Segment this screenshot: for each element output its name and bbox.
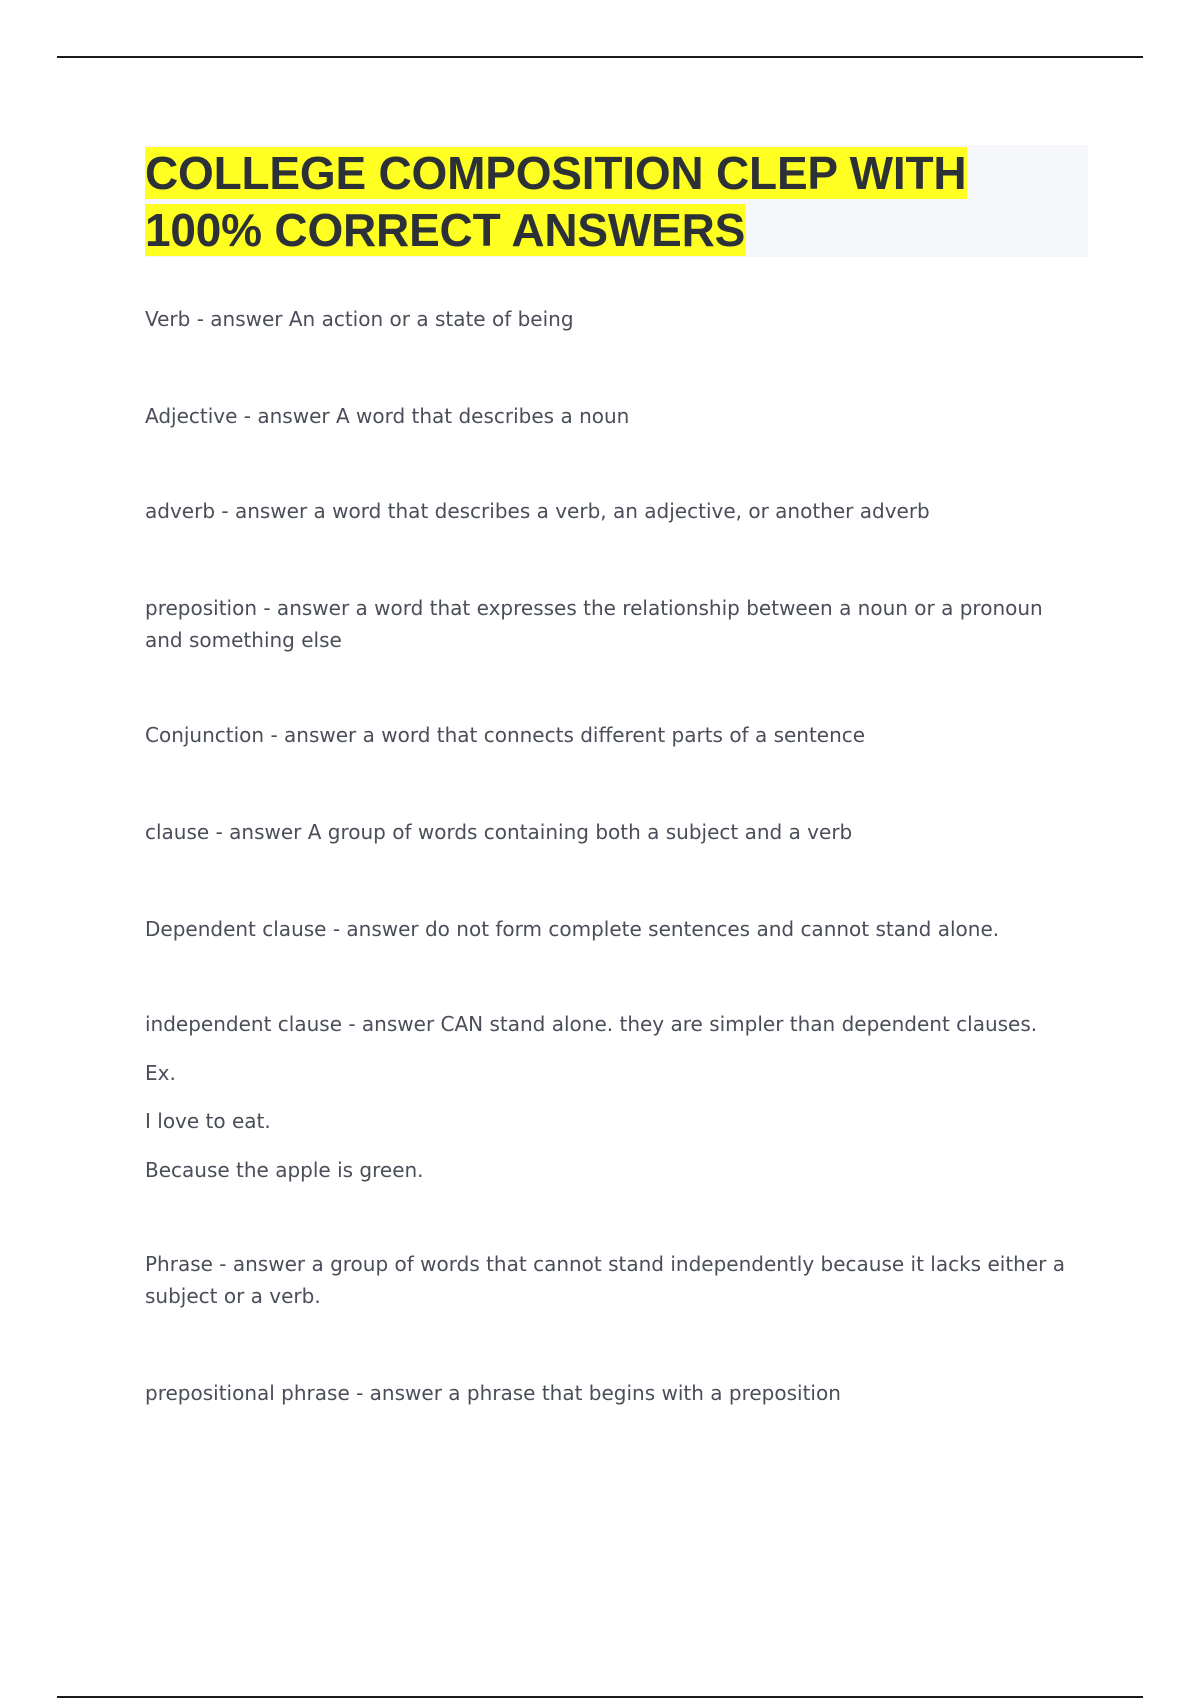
example-line: Because the apple is green. <box>145 1158 424 1182</box>
entry-adverb: adverb - answer a word that describes a verb, an adjective, or another adverb <box>145 499 930 523</box>
entry-independent-clause: independent clause - answer CAN stand alone. they are simpler than dependent clauses. <box>145 1012 1038 1036</box>
entry-prepositional-phrase: prepositional phrase - answer a phrase that begins with a preposition <box>145 1381 841 1405</box>
example-label: Ex. <box>145 1061 176 1085</box>
entry-verb: Verb - answer An action or a state of being <box>145 307 574 331</box>
entry-phrase: Phrase - answer a group of words that cannot stand independently because it lacks either a subject or a verb. <box>145 1252 1065 1308</box>
footer-rule <box>57 1696 1143 1698</box>
entry-dependent-clause: Dependent clause - answer do not form complete sentences and cannot stand alone. <box>145 917 1000 941</box>
header-rule <box>57 56 1143 58</box>
entry-preposition: preposition - answer a word that expresses the relationship between a noun or a pronoun and something else <box>145 596 1043 652</box>
example-line: I love to eat. <box>145 1109 271 1133</box>
entry-clause: clause - answer A group of words containing both a subject and a verb <box>145 820 853 844</box>
document-title <box>145 145 1088 259</box>
title-block <box>145 145 1088 257</box>
entry-adjective: Adjective - answer A word that describes a noun <box>145 404 630 428</box>
entry-conjunction: Conjunction - answer a word that connects different parts of a sentence <box>145 723 866 747</box>
title-highlight: COLLEGE COMPOSITION CLEP WITH 100% CORRECT ANSWERS <box>145 147 967 256</box>
